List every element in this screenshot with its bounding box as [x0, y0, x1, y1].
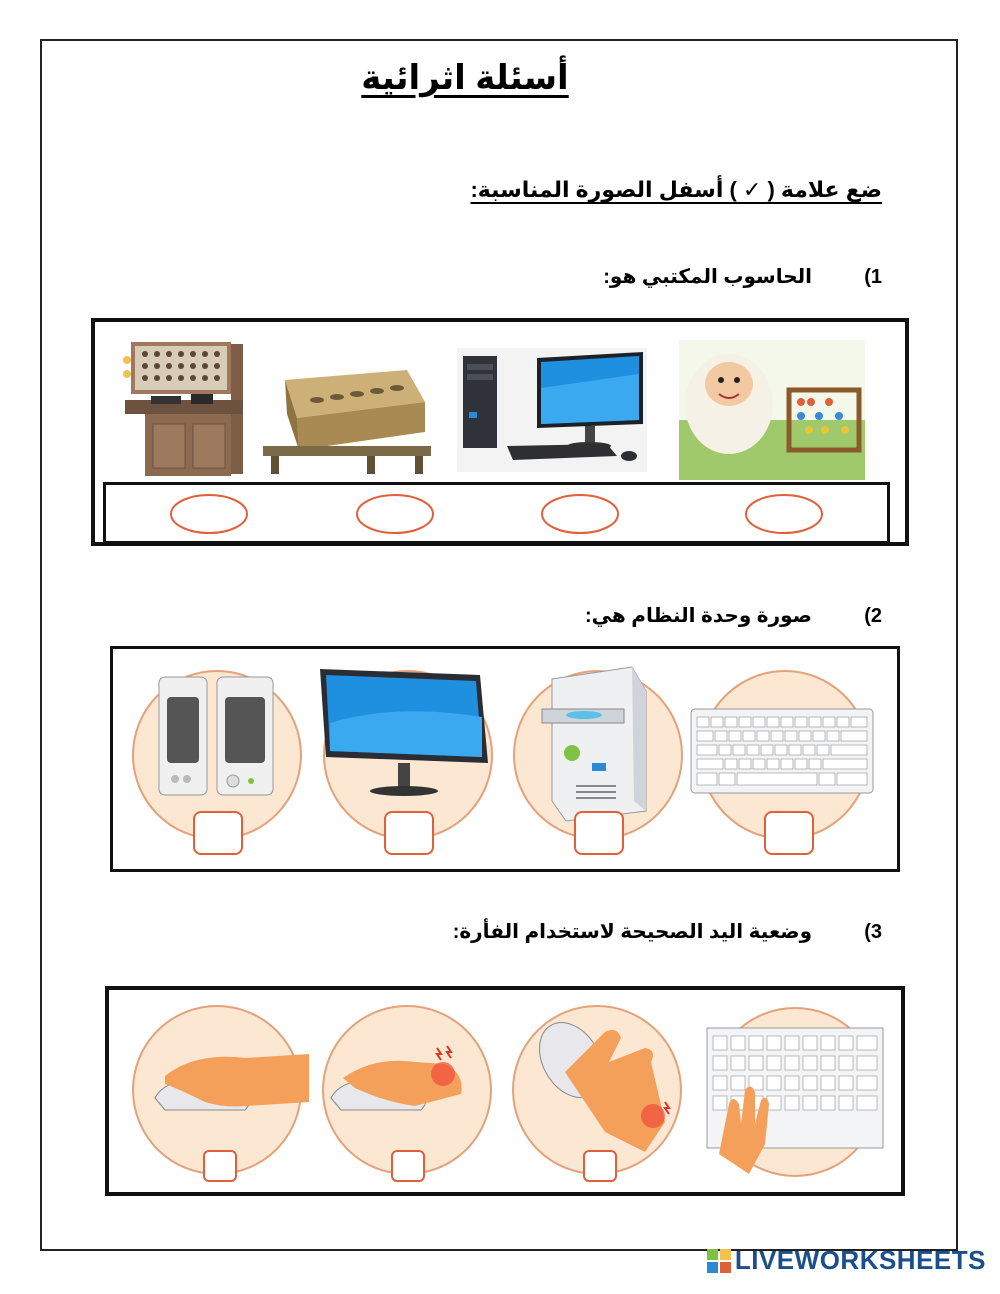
question-3-box: [105, 986, 905, 1196]
abacus-cartoon-image: [679, 340, 865, 480]
answer-oval-3[interactable]: [539, 492, 621, 536]
question-1-text: الحاسوب المكتبي هو:: [603, 266, 812, 288]
liveworksheets-watermark: [707, 1245, 986, 1276]
answer-strip: [103, 482, 890, 544]
liveworksheets-logo-icon: [707, 1249, 731, 1273]
answer-oval-2[interactable]: [354, 492, 436, 536]
desktop-computer-image: [457, 348, 647, 472]
answer-box-4[interactable]: [764, 811, 814, 855]
question-2-box: [110, 646, 900, 872]
abacus-table-image: [257, 362, 437, 478]
early-computer-image: [121, 340, 255, 480]
instruction-text: ضع علامة ( ✓ ) أسفل الصورة المناسبة:: [470, 177, 882, 202]
answer-box-1[interactable]: [193, 811, 243, 855]
worksheet-title: أسئلة اثرائية: [361, 59, 569, 97]
question-3-text: وضعية اليد الصحيحة لاستخدام الفأرة:: [452, 921, 812, 943]
answer-box-5[interactable]: [203, 1150, 237, 1182]
answer-box-6[interactable]: [391, 1150, 425, 1182]
question-2-text: صورة وحدة النظام هي:: [584, 605, 812, 627]
question-1-box: [91, 318, 909, 546]
answer-box-7[interactable]: [583, 1150, 617, 1182]
question-1: [603, 264, 882, 289]
hand-on-keyboard-image: [699, 1004, 889, 1188]
answer-box-2[interactable]: [384, 811, 434, 855]
answer-oval-4[interactable]: [743, 492, 825, 536]
question-3-number: 3): [864, 921, 882, 943]
answer-oval-1[interactable]: [168, 492, 250, 536]
question-2: [585, 603, 882, 628]
answer-box-3[interactable]: [574, 811, 624, 855]
question-1-number: 1): [864, 266, 882, 288]
question-3: [453, 919, 882, 944]
question-2-number: 2): [864, 605, 882, 627]
watermark-text: LIVEWORKSHEETS: [734, 1245, 986, 1275]
